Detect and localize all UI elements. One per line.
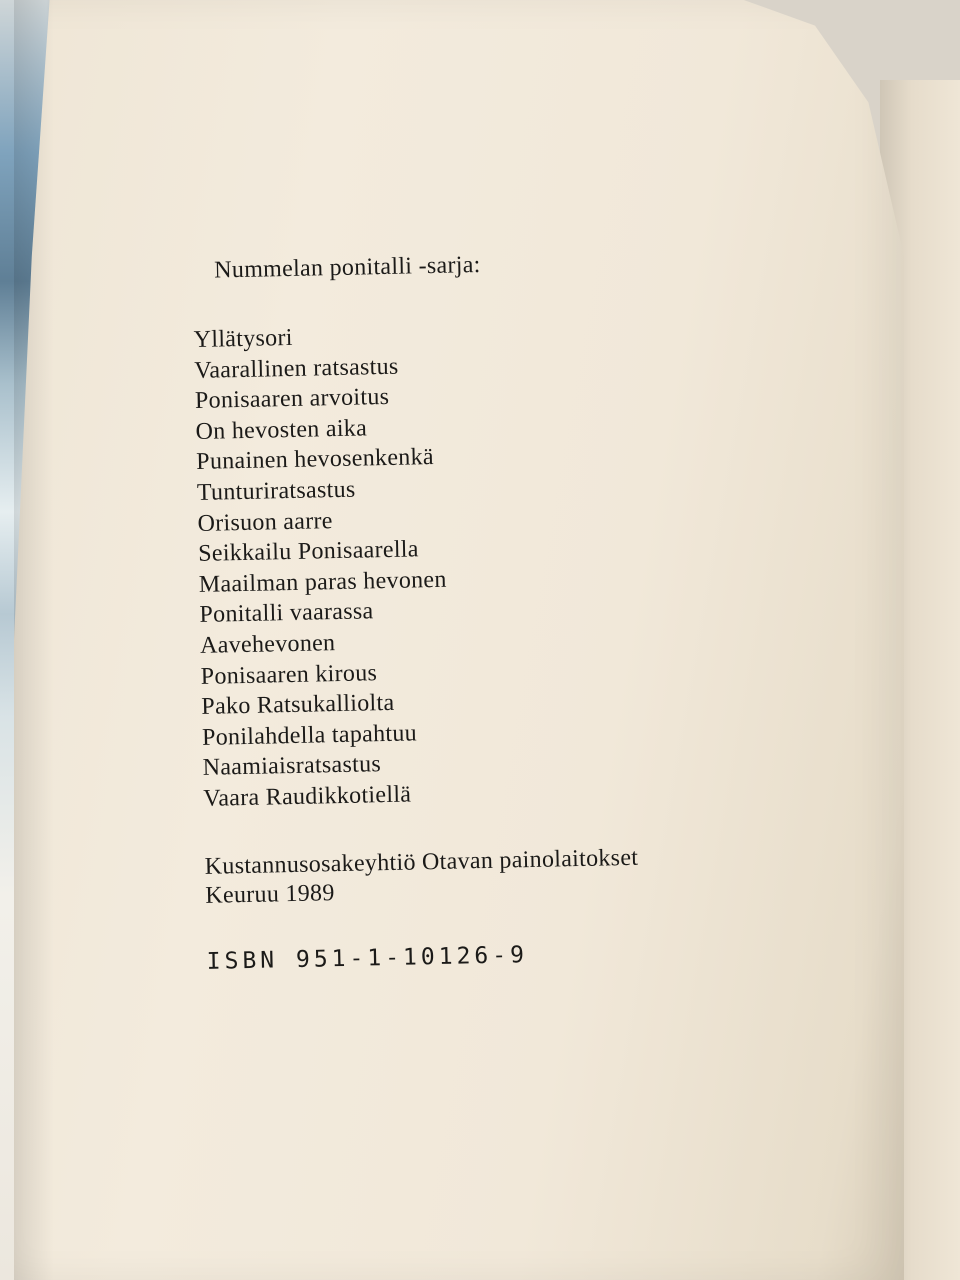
isbn-number: ISBN 951-1-10126-9 (206, 941, 529, 975)
page-gutter-shadow (14, 0, 54, 1280)
book-title: Orisuon aarre (197, 507, 333, 537)
book-title: On hevosten aika (195, 415, 368, 445)
publisher-info (204, 839, 825, 910)
book-title: Naamiaisratsastus (202, 751, 382, 782)
book-title: Vaarallinen ratsastus (194, 353, 399, 384)
book-title: Ponisaaren arvoitus (194, 384, 390, 415)
place-year: Keuruu 1989 (205, 879, 335, 909)
page-text-block (192, 245, 827, 974)
book-title: Yllätysori (193, 324, 293, 353)
book-title: Punainen hevosenkenkä (196, 444, 435, 476)
book-title: Aavehevonen (199, 630, 336, 659)
book-title: Seikkailu Ponisaarella (197, 536, 419, 568)
series-title: Nummelan ponitalli -sarja: (213, 251, 481, 284)
book-title: Pako Ratsukalliolta (201, 689, 395, 721)
book-title: Ponitalli vaarassa (199, 598, 374, 629)
book-title: Tunturiratsastus (196, 476, 356, 506)
publisher-line: Kustannusosakeyhtiö Otavan painolaitokset (204, 844, 639, 880)
book-title: Maailman paras hevonen (198, 566, 447, 598)
book-title: Ponilahdella tapahtuu (201, 720, 418, 751)
book-title: Vaara Raudikkotiellä (203, 781, 412, 812)
book-title: Ponisaaren kirous (200, 659, 378, 690)
book-title-list (193, 312, 823, 814)
